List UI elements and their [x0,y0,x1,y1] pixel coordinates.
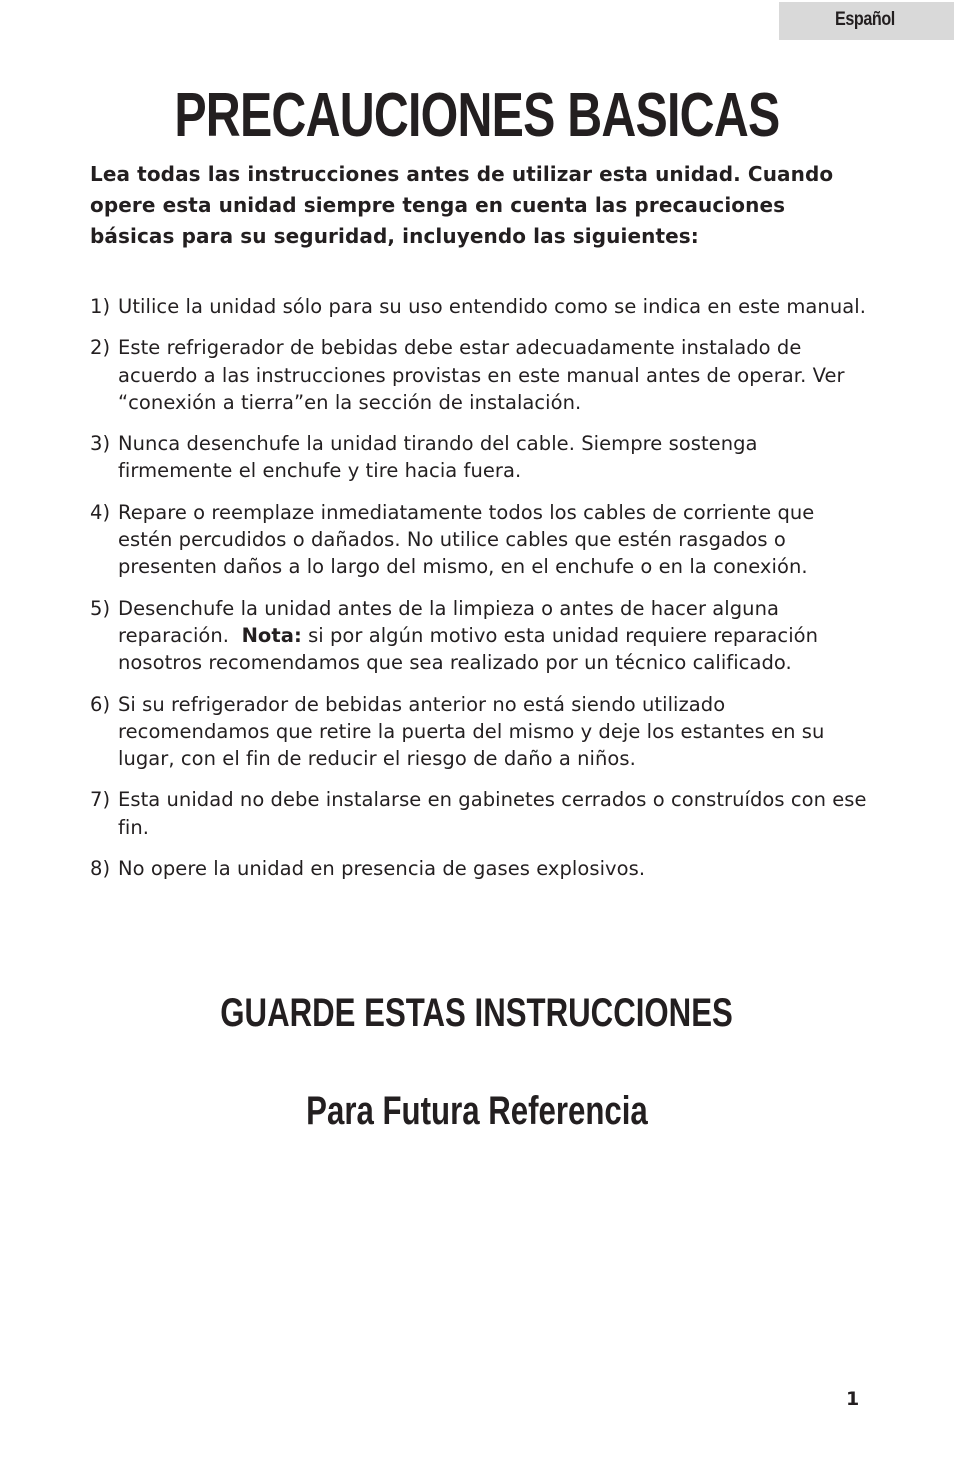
item-text: No opere la unidad en presencia de gases explosivos. [118,857,646,881]
item-text: Esta unidad no debe instalarse en gabinetes cerrados o construídos con ese fin. [118,788,867,839]
future-reference-heading: Para Futura Referencia [306,1089,648,1133]
language-tab [779,2,954,40]
list-item [90,499,870,581]
save-instructions-heading: GUARDE ESTAS INSTRUCCIONES [220,991,734,1035]
item-number: 2) [90,336,111,360]
item-text: Utilice la unidad sólo para su uso entendido como se indica en este manual. [118,295,866,318]
item-text: Nunca desenchufe la unidad tirando del cable. Siempre sostenga firmemente el enchufe y tire hacia fuera. [118,432,758,483]
item-number: 6) [90,692,111,716]
list-item [90,595,870,677]
item-text: Repare o reemplaze inmediatamente todos los cables de corriente que estén percudidos o dañados. No utilice cables que estén rasgados o presenten daños a lo largo del mismo, en el enchufe o en la conexión. [118,500,815,579]
language-tab-label: Español [835,9,895,30]
list-item [90,293,870,320]
item-number: 1) [90,295,111,318]
item-number: 3) [90,432,111,456]
note-label: Nota: [241,623,302,647]
item-text-continued: si por algún motivo esta unidad requiere reparación nosotros recomendamos que sea realizado por un técnico calificado. [118,623,819,675]
item-number: 4) [90,500,111,524]
item-number: 8) [90,857,111,881]
list-item [90,786,870,841]
list-item [90,334,870,416]
item-number: 5) [90,596,111,620]
page-title: PRECAUCIONES BASICAS [174,81,780,150]
item-number: 7) [90,788,111,812]
list-item [90,691,870,773]
page-number: 1 [846,1388,860,1410]
precautions-list [90,293,870,896]
item-text: Si su refrigerador de bebidas anterior no está siendo utilizado recomendamos que retire la puerta del mismo y deje los estantes en su lugar, con el fin de reducir el riesgo de daño a niños. [118,692,825,771]
list-item [90,855,870,882]
list-item [90,430,870,485]
item-text: Este refrigerador de bebidas debe estar adecuadamente instalado de acuerdo a las instrucciones provistas en este manual antes de operar. Ver “conexión a tierra”en la sección de instalación. [118,336,845,414]
intro-paragraph: Lea todas las instrucciones antes de utilizar esta unidad. Cuando opere esta unidad siempre tenga en cuenta las precauciones básicas para su seguridad, incluyendo las siguientes: [90,162,834,248]
item-text: Desenchufe la unidad antes de la limpieza o antes de hacer alguna reparación. [118,596,780,647]
